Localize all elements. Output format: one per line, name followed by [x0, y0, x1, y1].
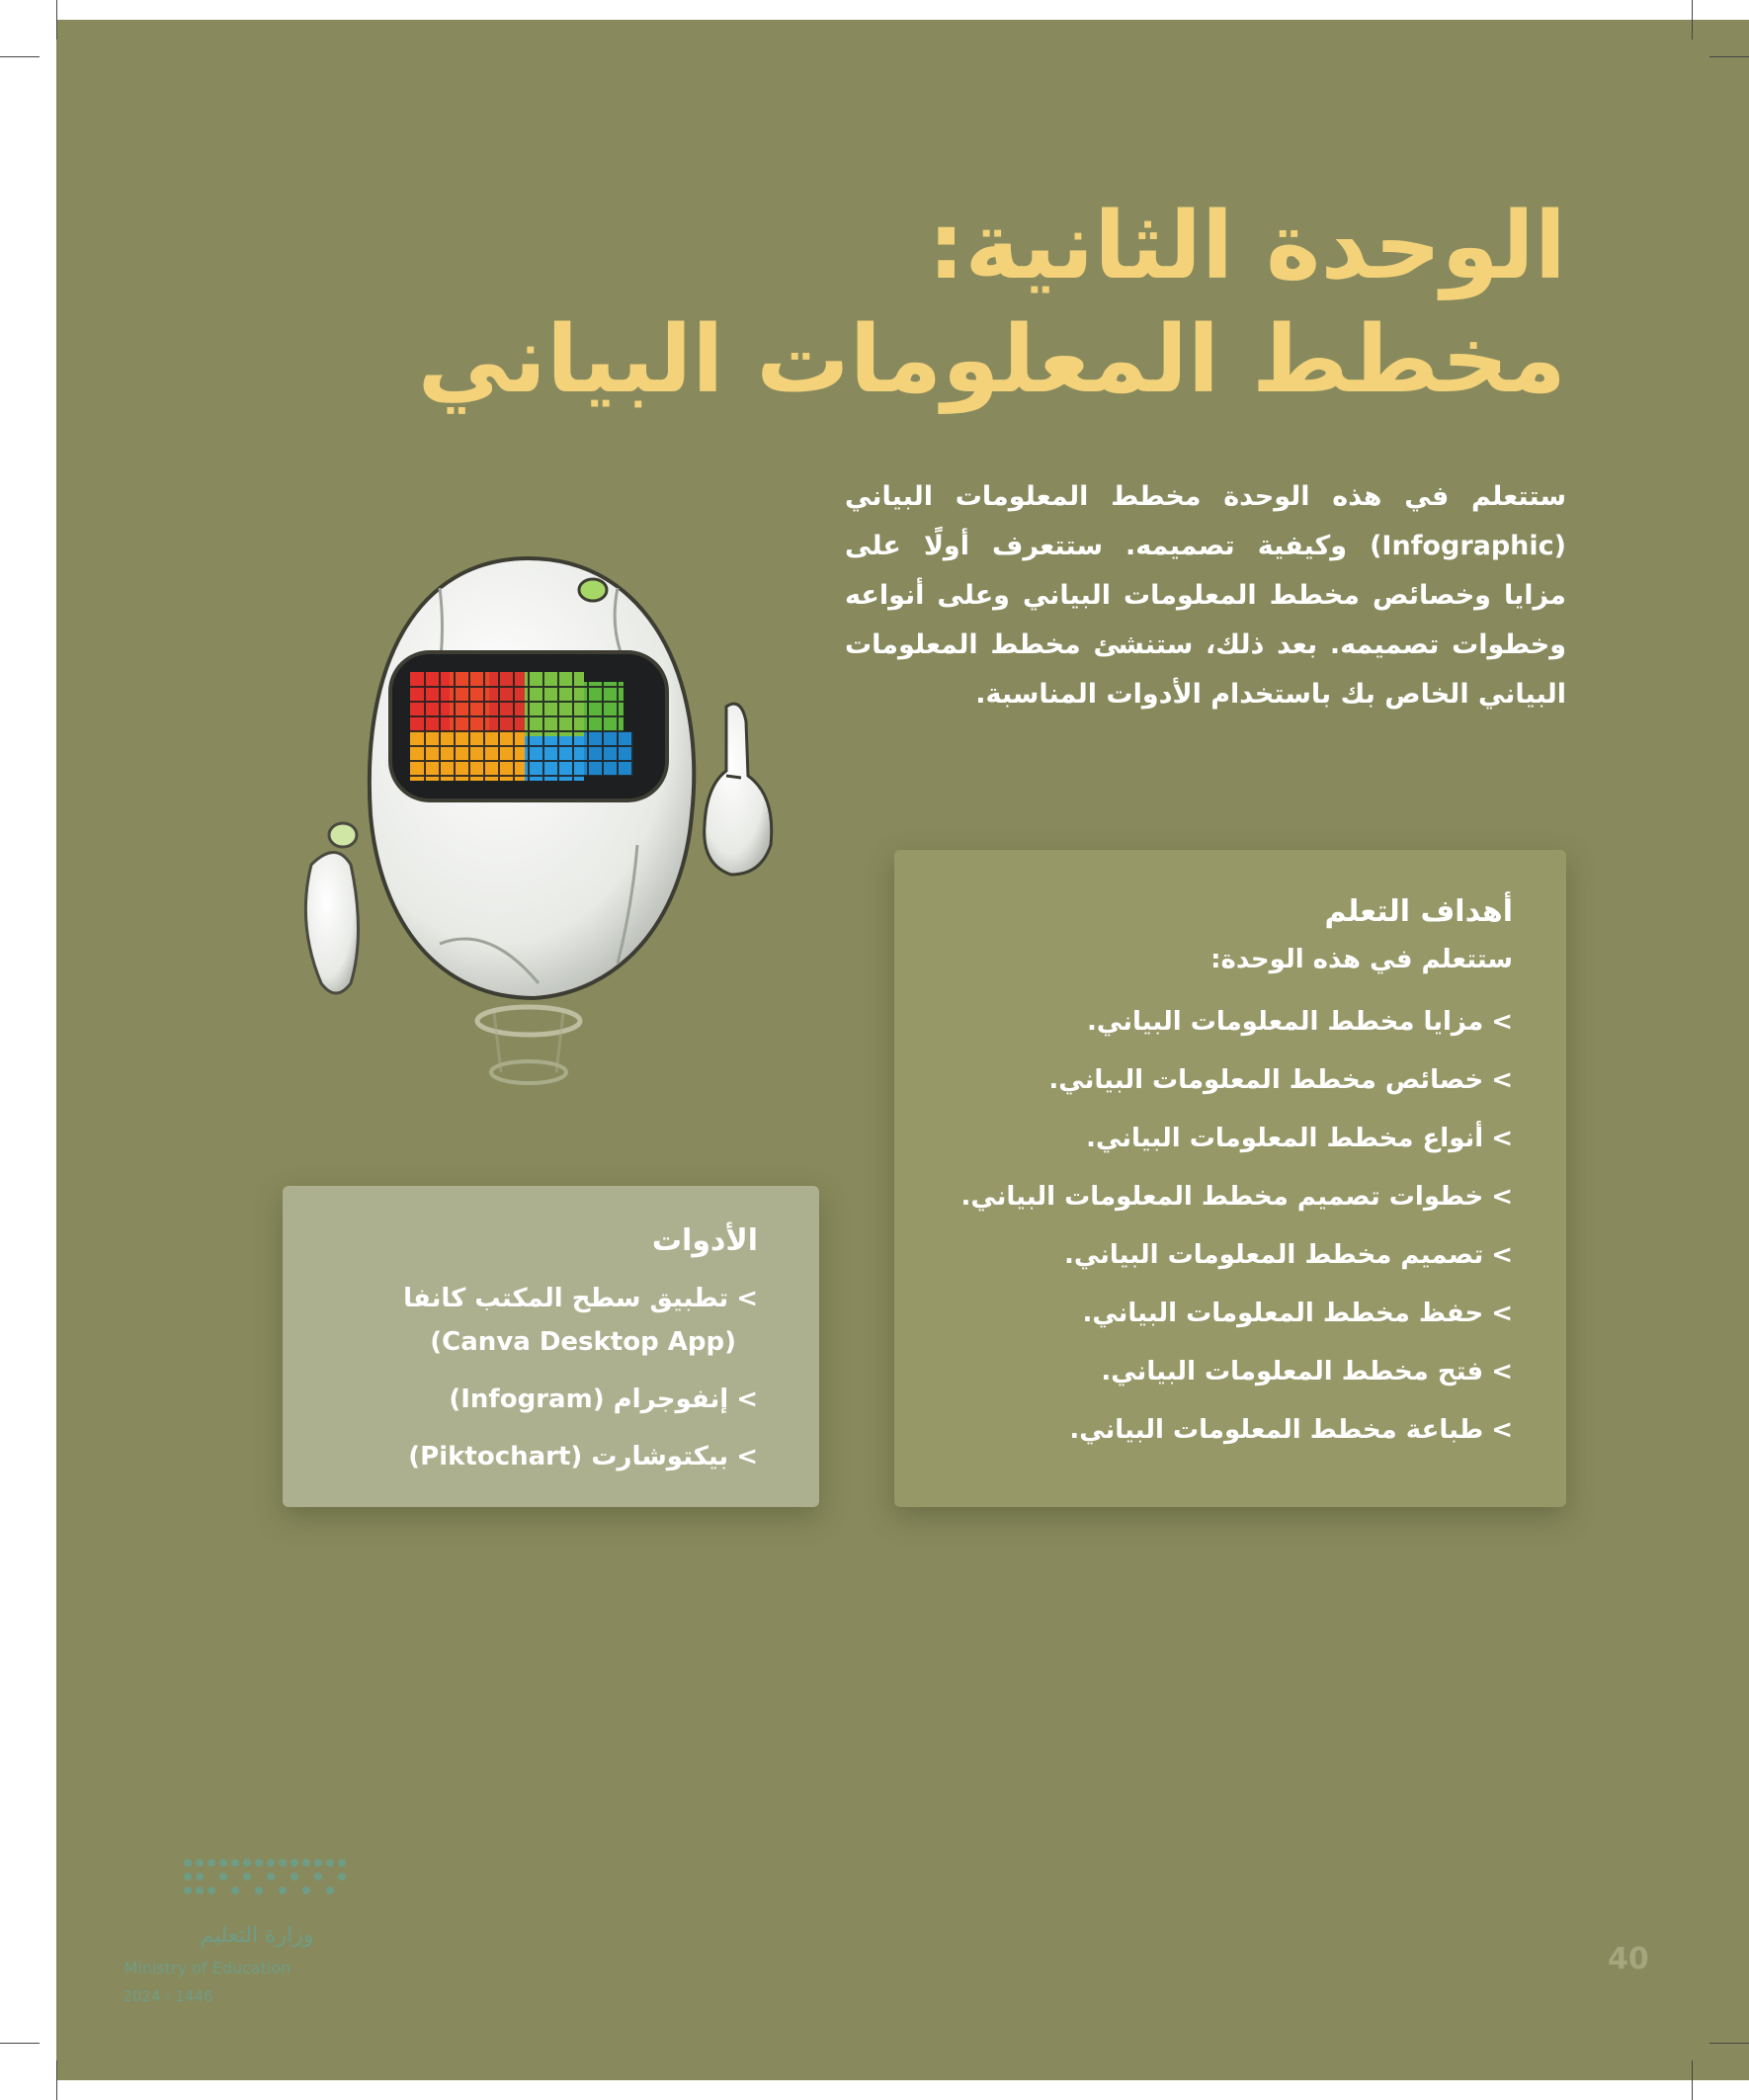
bullet-icon: >: [1491, 1182, 1513, 1212]
list-item: >مزايا مخطط المعلومات البياني.: [960, 993, 1513, 1051]
logo-year-text: 2024 - 1446: [123, 1987, 213, 2005]
page-number: 40: [1608, 1942, 1649, 1976]
crop-mark: [1709, 56, 1749, 57]
crop-mark: [1692, 2060, 1693, 2100]
unit-title: [282, 191, 1566, 417]
unit-title-line1: الوحدة الثانية:: [927, 192, 1566, 300]
bullet-icon: >: [736, 1442, 758, 1471]
learning-goals-lead: ستتعلم في هذه الوحدة:: [1210, 945, 1513, 974]
bullet-icon: >: [1491, 1299, 1513, 1328]
tool-english-name: (Canva Desktop App): [430, 1327, 736, 1357]
crop-mark: [0, 2043, 40, 2044]
logo-arabic-text: وزارة التعليم: [200, 1923, 314, 1948]
unit-intro: ستتعلم في هذه الوحدة مخطط المعلومات البياني (Infographic) وكيفية تصميمه. ستتعرف أولًا على مزايا وخصائص مخطط المعلومات البياني وعلى أنواعه وخطوات تصميمه. بعد ذلك، ستنشئ مخطط المعلومات البياني الخاص بك باستخدام الأدوات المناسبة.: [845, 481, 1566, 710]
crop-mark: [0, 56, 40, 57]
ministry-logo: [89, 1853, 366, 2021]
tools-box: [283, 1186, 819, 1507]
list-item: >إنفوجرام (Infogram): [403, 1378, 758, 1421]
crop-mark: [1709, 2043, 1749, 2044]
list-item: >طباعة مخطط المعلومات البياني.: [960, 1401, 1513, 1460]
bullet-icon: >: [1491, 1007, 1513, 1037]
list-item: >تصميم مخطط المعلومات البياني.: [960, 1226, 1513, 1285]
learning-goals-list: [960, 993, 1513, 1460]
bullet-icon: >: [1491, 1415, 1513, 1445]
robot-left-hand: [305, 823, 358, 993]
tools-list: [403, 1277, 758, 1492]
list-item: >خطوات تصميم مخطط المعلومات البياني.: [960, 1168, 1513, 1226]
list-item: >حفظ مخطط المعلومات البياني.: [960, 1285, 1513, 1343]
robot-right-hand: [705, 704, 772, 875]
list-item: >خصائص مخطط المعلومات البياني.: [960, 1051, 1513, 1110]
bullet-icon: >: [1491, 1065, 1513, 1095]
crop-mark: [56, 2060, 57, 2100]
unit-title-line2: مخطط المعلومات البياني: [417, 305, 1566, 414]
robot-illustration: [292, 548, 805, 1112]
bullet-icon: >: [736, 1284, 758, 1313]
crop-mark: [1692, 0, 1693, 40]
bullet-icon: >: [1491, 1124, 1513, 1153]
robot-visor-pixels: [410, 672, 633, 781]
crop-mark: [56, 0, 57, 40]
learning-goals-heading: أهداف التعلم: [1324, 894, 1513, 929]
list-item: >تطبيق سطح المكتب كانفا (Canva Desktop App): [403, 1277, 758, 1364]
list-item: >فتح مخطط المعلومات البياني.: [960, 1343, 1513, 1401]
list-item: >أنواع مخطط المعلومات البياني.: [960, 1110, 1513, 1168]
bullet-icon: >: [1491, 1240, 1513, 1270]
list-item: >بيكتوشارت (Piktochart): [403, 1435, 758, 1478]
tools-heading: الأدوات: [651, 1223, 758, 1258]
bullet-icon: >: [736, 1385, 758, 1414]
learning-goals-box: [894, 850, 1566, 1507]
logo-english-text: Ministry of Education: [124, 1959, 292, 1977]
bullet-icon: >: [1491, 1357, 1513, 1386]
